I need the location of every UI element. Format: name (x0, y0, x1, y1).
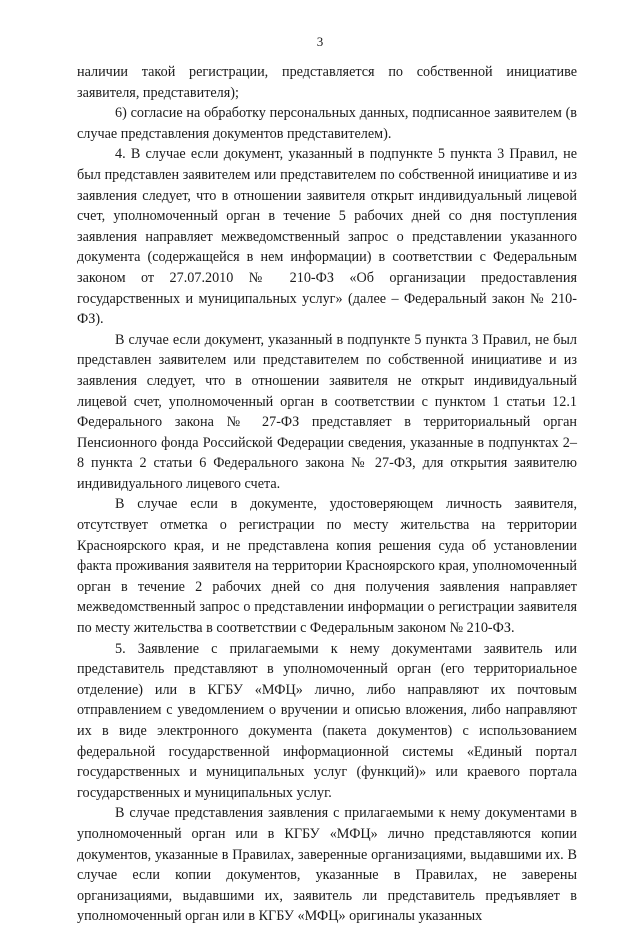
paragraph-section-5: 5. Заявление с прилагаемыми к нему документами заявитель или представитель представляют в уполномоченный орган (его территориальное отделение) или в КГБУ «МФЦ» лично, либо направляют их почтовым отправлением с уведомлением о вручении и описью вложения, либо направляют их в виде электронного документа (пакета документов) с использованием федеральной государственной информационной системы «Единый портал государственных и муниципальных услуг (функций)» или краевого портала государственных и муниципальных услуг. (77, 640, 577, 801)
paragraph-continuation: наличии такой регистрации, представляется по собственной инициативе заявителя, представителя); (77, 64, 577, 101)
paragraph-copies: В случае представления заявления с прилагаемыми к нему документами в уполномоченный орган или в КГБУ «МФЦ» лично представляются копии документов, указанные в Правилах, заверенные организациями, выдавшими их. В случае если копии документов, указанные в Правилах, не заверены организациями, выдавшими их, заявитель ли представитель предъявляет в уполномоченный орган или в КГБУ «МФЦ» оригиналы указанных (77, 805, 577, 925)
page-number: 3 (316, 34, 324, 49)
paragraph-section-4: 4. В случае если документ, указанный в подпункте 5 пункта 3 Правил, не был представлен заявителем или представителем по собственной инициативе и из заявления следует, что в отношении заявителя открыт индивидуальный лицевой счет, уполномоченный орган в течение 5 рабочих дней со дня поступления заявления направляет межведомственный запрос о представлении указанного документа (содержащейся в нем информации) в соответствии с Федеральным законом от 27.07.2010 № 210-ФЗ «Об организации предоставления государственных и муниципальных услуг» (далее – Федеральный закон № 210-ФЗ). (77, 146, 577, 328)
paragraph-no-account: В случае если документ, указанный в подпункте 5 пункта 3 Правил, не был представлен заявителем или представителем по собственной инициативе и из заявления следует, что в отношении заявителя не открыт индивидуальный лицевой счет, уполномоченный орган в соответствии с пунктом 1 статьи 12.1 Федерального закона № 27-ФЗ представляет в территориальный орган Пенсионного фонда Российской Федерации сведения, указанные в подпунктах 2–8 пункта 2 статьи 6 Федерального закона № 27-ФЗ, для открытия заявителю индивидуального лицевого счета. (77, 331, 577, 492)
document-body (77, 62, 577, 927)
paragraph-consent: 6) согласие на обработку персональных данных, подписанное заявителем (в случае представления документов представителем). (77, 105, 577, 142)
paragraph-registration: В случае если в документе, удостоверяющем личность заявителя, отсутствует отметка о регистрации по месту жительства на территории Красноярского края, и не представлена копия решения суда об установлении факта проживания заявителя на территории Красноярского края, уполномоченный орган в течение 2 рабочих дней со дня получения заявления направляет межведомственный запрос о представлении информации о регистрации заявителя по месту жительства в соответствии с Федеральным законом № 210-ФЗ. (77, 496, 577, 637)
